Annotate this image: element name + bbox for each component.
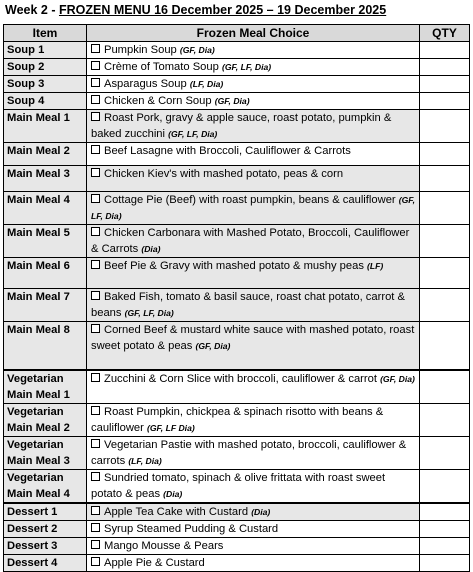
title-menu-dates: FROZEN MENU 16 December 2025 – 19 December 2025 <box>58 3 387 17</box>
menu-item-label: Vegetarian Main Meal 1 <box>4 370 87 404</box>
menu-item-label: Vegetarian Main Meal 2 <box>4 403 87 436</box>
checkbox-icon[interactable] <box>91 523 100 532</box>
menu-item-label: Main Meal 7 <box>4 289 87 322</box>
menu-item-label: Soup 4 <box>4 93 87 110</box>
menu-row <box>4 192 470 225</box>
menu-row <box>4 520 470 537</box>
menu-item-label: Soup 2 <box>4 59 87 76</box>
menu-choice <box>87 520 420 537</box>
menu-item-label: Soup 1 <box>4 42 87 59</box>
checkbox-icon[interactable] <box>91 145 100 154</box>
meal-description: Syrup Steamed Pudding & Custard <box>104 522 279 535</box>
checkbox-icon[interactable] <box>91 78 100 87</box>
menu-row <box>4 289 470 322</box>
menu-row <box>4 76 470 93</box>
checkbox-icon[interactable] <box>91 506 100 515</box>
menu-choice <box>87 76 420 93</box>
dietary-tags: (GF, LF, Dia) <box>168 129 218 139</box>
header-choice: Frozen Meal Choice <box>87 25 420 42</box>
menu-choice <box>87 289 420 322</box>
menu-row <box>4 554 470 571</box>
menu-row <box>4 370 470 404</box>
menu-row <box>4 59 470 76</box>
menu-item-label: Main Meal 5 <box>4 225 87 258</box>
menu-item-label: Dessert 4 <box>4 554 87 571</box>
meal-description: Beef Lasagne with Broccoli, Cauliflower & Carrots <box>104 145 351 157</box>
qty-cell[interactable] <box>420 76 470 93</box>
qty-cell[interactable] <box>420 537 470 554</box>
qty-cell[interactable] <box>420 59 470 76</box>
checkbox-icon[interactable] <box>91 540 100 549</box>
meal-description: Beef Pie & Gravy with mashed potato & mushy peas <box>104 260 364 272</box>
menu-item-label: Dessert 2 <box>4 520 87 537</box>
checkbox-icon[interactable] <box>91 291 100 300</box>
checkbox-icon[interactable] <box>91 194 100 203</box>
title-prefix: Week 2 - <box>5 3 59 17</box>
meal-description: Roast Pork, gravy & apple sauce, roast potato, pumpkin & baked zucchini <box>91 112 392 140</box>
menu-choice <box>87 537 420 554</box>
qty-cell[interactable] <box>420 42 470 59</box>
dietary-tags: (GF, LF, Dia) <box>91 195 415 221</box>
meal-description: Corned Beef & mustard white sauce with mashed potato, roast sweet potato & peas <box>91 324 415 352</box>
menu-choice <box>87 110 420 143</box>
menu-row <box>4 42 470 59</box>
qty-cell[interactable] <box>420 93 470 110</box>
qty-cell[interactable] <box>420 503 470 521</box>
menu-choice <box>87 469 420 503</box>
menu-row <box>4 436 470 469</box>
checkbox-icon[interactable] <box>91 44 100 53</box>
menu-row <box>4 537 470 554</box>
meal-description: Sundried tomato, spinach & olive frittata with roast sweet potato & peas <box>91 471 386 500</box>
menu-item-label: Main Meal 3 <box>4 166 87 192</box>
menu-row <box>4 110 470 143</box>
qty-cell[interactable] <box>420 322 470 370</box>
checkbox-icon[interactable] <box>91 260 100 269</box>
checkbox-icon[interactable] <box>91 557 100 566</box>
dietary-tags: (GF, Dia) <box>179 45 215 55</box>
menu-choice <box>87 93 420 110</box>
meal-description: Chicken Carbonara with Mashed Potato, Broccoli, Cauliflower & Carrots <box>91 227 410 255</box>
checkbox-icon[interactable] <box>91 324 100 333</box>
menu-row <box>4 166 470 192</box>
dietary-tags: (GF, Dia) <box>214 96 250 106</box>
menu-choice <box>87 322 420 370</box>
menu-item-label: Dessert 1 <box>4 503 87 521</box>
dietary-tags: (GF, Dia) <box>195 341 231 351</box>
header-qty: QTY <box>420 25 470 42</box>
menu-item-label: Main Meal 1 <box>4 110 87 143</box>
menu-row <box>4 322 470 370</box>
menu-choice <box>87 370 420 404</box>
checkbox-icon[interactable] <box>91 227 100 236</box>
menu-choice <box>87 59 420 76</box>
checkbox-icon[interactable] <box>91 168 100 177</box>
meal-description: Cottage Pie (Beef) with roast pumpkin, beans & cauliflower <box>104 194 396 206</box>
header-item: Item <box>4 25 87 42</box>
dietary-tags: (Dia) <box>251 506 271 517</box>
menu-item-label: Main Meal 8 <box>4 322 87 370</box>
meal-description: Vegetarian Pastie with mashed potato, broccoli, cauliflower & carrots <box>91 438 407 467</box>
meal-description: Crème of Tomato Soup <box>104 61 219 73</box>
qty-cell[interactable] <box>420 289 470 322</box>
menu-choice <box>87 166 420 192</box>
menu-table <box>3 24 470 572</box>
dietary-tags: (Dia) <box>141 244 161 254</box>
menu-choice <box>87 403 420 436</box>
qty-cell[interactable] <box>420 370 470 404</box>
menu-row <box>4 258 470 289</box>
menu-row <box>4 403 470 436</box>
menu-choice <box>87 192 420 225</box>
checkbox-icon[interactable] <box>91 472 100 481</box>
qty-cell[interactable] <box>420 520 470 537</box>
menu-choice <box>87 143 420 166</box>
qty-cell[interactable] <box>420 258 470 289</box>
menu-choice <box>87 225 420 258</box>
dietary-tags: (GF, LF, Dia) <box>221 62 272 72</box>
menu-item-label: Main Meal 6 <box>4 258 87 289</box>
dietary-tags: (LF) <box>367 261 384 271</box>
meal-description: Asparagus Soup <box>104 78 187 90</box>
meal-description: Roast Pumpkin, chickpea & spinach risotto with beans & cauliflower <box>91 405 384 434</box>
menu-row <box>4 503 470 521</box>
menu-row <box>4 143 470 166</box>
menu-item-label: Main Meal 2 <box>4 143 87 166</box>
meal-description: Apple Tea Cake with Custard <box>104 505 249 518</box>
page-title <box>5 3 386 17</box>
qty-cell[interactable] <box>420 192 470 225</box>
dietary-tags: (GF, Dia) <box>380 373 415 384</box>
dietary-tags: (GF, LF Dia) <box>146 422 195 433</box>
dietary-tags: (GF, LF, Dia) <box>124 308 174 318</box>
menu-choice <box>87 42 420 59</box>
meal-description: Zucchini & Corn Slice with broccoli, cauliflower & carrot <box>104 372 377 385</box>
meal-description: Apple Pie & Custard <box>104 556 205 569</box>
meal-description: Chicken Kiev's with mashed potato, peas & corn <box>104 168 344 180</box>
checkbox-icon[interactable] <box>91 61 100 70</box>
menu-row <box>4 469 470 503</box>
qty-cell[interactable] <box>420 225 470 258</box>
menu-item-label: Vegetarian Main Meal 3 <box>4 436 87 469</box>
qty-cell[interactable] <box>420 469 470 503</box>
meal-description: Baked Fish, tomato & basil sauce, roast chat potato, carrot & beans <box>91 291 405 319</box>
dietary-tags: (Dia) <box>163 488 183 499</box>
checkbox-icon[interactable] <box>91 439 100 448</box>
dietary-tags: (LF, Dia) <box>128 455 162 466</box>
checkbox-icon[interactable] <box>91 112 100 121</box>
checkbox-icon[interactable] <box>91 95 100 104</box>
menu-choice <box>87 258 420 289</box>
menu-row <box>4 93 470 110</box>
checkbox-icon[interactable] <box>91 406 100 415</box>
menu-row <box>4 225 470 258</box>
menu-item-label: Soup 3 <box>4 76 87 93</box>
menu-choice <box>87 436 420 469</box>
qty-cell[interactable] <box>420 436 470 469</box>
menu-item-label: Main Meal 4 <box>4 192 87 225</box>
meal-description: Chicken & Corn Soup <box>104 95 212 107</box>
meal-description: Pumpkin Soup <box>104 44 177 56</box>
menu-choice <box>87 503 420 521</box>
menu-body <box>4 42 470 572</box>
qty-cell[interactable] <box>420 143 470 166</box>
header-row <box>4 25 470 42</box>
qty-cell[interactable] <box>420 110 470 143</box>
qty-cell[interactable] <box>420 554 470 571</box>
meal-description: Mango Mousse & Pears <box>104 539 224 552</box>
dietary-tags: (LF, Dia) <box>189 79 224 89</box>
qty-cell[interactable] <box>420 403 470 436</box>
menu-item-label: Vegetarian Main Meal 4 <box>4 469 87 503</box>
qty-cell[interactable] <box>420 166 470 192</box>
checkbox-icon[interactable] <box>91 373 100 382</box>
menu-item-label: Dessert 3 <box>4 537 87 554</box>
menu-choice <box>87 554 420 571</box>
